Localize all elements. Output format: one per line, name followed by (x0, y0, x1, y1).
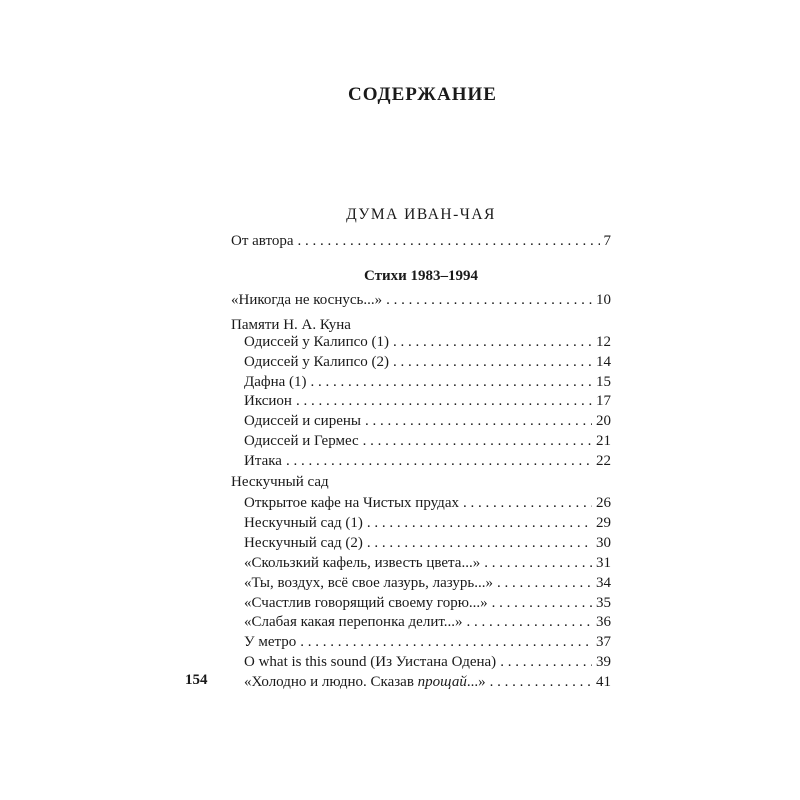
toc-entry-page: 21 (596, 433, 611, 449)
toc-entry-label: «Никогда не коснусь...» (231, 292, 383, 308)
toc-entry (244, 411, 611, 431)
toc-entry (244, 493, 611, 513)
toc-entry-label (244, 672, 486, 692)
toc-entry (244, 612, 611, 632)
toc-entry (244, 533, 611, 553)
toc-entry-page: 20 (596, 413, 611, 429)
toc-entry-page: 30 (596, 535, 611, 551)
dot-leader (393, 332, 592, 352)
dot-leader (490, 672, 592, 692)
dot-leader (484, 553, 592, 573)
dot-leader (367, 513, 592, 533)
toc-entry (244, 372, 611, 392)
toc-group-kun: Памяти Н. А. Куна (231, 317, 351, 333)
toc-entry-label: У метро (244, 634, 297, 650)
dot-leader (296, 391, 592, 411)
toc-entry-page: 39 (596, 654, 611, 670)
dot-leader (386, 290, 592, 310)
dot-leader (367, 533, 592, 553)
toc-entry-label: Одиссей у Калипсо (2) (244, 354, 390, 370)
toc-entry-label: Одиссей и Гермес (244, 433, 359, 449)
toc-entry-page: 29 (596, 515, 611, 531)
toc-entry-label: Открытое кафе на Чистых прудах (244, 495, 459, 511)
subsection-heading: Стихи 1983–1994 (363, 268, 479, 284)
dot-leader (393, 352, 592, 372)
page-title: СОДЕРЖАНИЕ (348, 84, 497, 105)
toc-entry-page: 35 (596, 595, 611, 611)
toc-entry (244, 451, 611, 471)
toc-entry-page: 12 (596, 334, 611, 350)
toc-entry-page: 41 (596, 674, 611, 690)
toc-entry-page: 34 (596, 575, 611, 591)
toc-entry-page: 37 (596, 634, 611, 650)
toc-entry (244, 593, 611, 613)
label-italic: прощай (417, 674, 467, 690)
dot-leader (363, 431, 592, 451)
dot-leader (365, 411, 592, 431)
toc-entry-page: 22 (596, 453, 611, 469)
dot-leader (463, 493, 592, 513)
section-heading: ДУМА ИВАН-ЧАЯ (346, 206, 496, 223)
toc-entry-page: 26 (596, 495, 611, 511)
toc-entry-label: «Слабая какая перепонка делит...» (244, 614, 463, 630)
toc-entry (244, 391, 611, 411)
dot-leader (467, 612, 592, 632)
toc-entry-label: «Скользкий кафель, известь цвета...» (244, 555, 481, 571)
toc-entry-page: 10 (596, 292, 611, 308)
toc-entry-label: Итака (244, 453, 282, 469)
dot-leader (300, 632, 592, 652)
toc-group-sad: Нескучный сад (231, 474, 329, 490)
dot-leader (497, 573, 592, 593)
dot-leader (298, 231, 600, 251)
label-part: ...» (466, 674, 486, 690)
label-part: «Холодно и людно. Сказав (244, 674, 418, 690)
toc-entry-page: 31 (596, 555, 611, 571)
toc-entry-page: 15 (596, 374, 611, 390)
toc-entry-page: 7 (603, 233, 611, 249)
page-number: 154 (185, 672, 208, 688)
toc-entry-page: 14 (596, 354, 611, 370)
toc-entry-page: 36 (596, 614, 611, 630)
toc-entry (244, 553, 611, 573)
toc-entry (244, 352, 611, 372)
toc-entry (244, 652, 611, 672)
toc-entry-label: Нескучный сад (2) (244, 535, 363, 551)
toc-entry-label: От автора (231, 233, 294, 249)
toc-entry-label: Нескучный сад (1) (244, 515, 363, 531)
toc-entry-label: Одиссей и сирены (244, 413, 361, 429)
toc-entry-label: O what is this sound (Из Уистана Одена) (244, 654, 497, 670)
toc-entry (244, 513, 611, 533)
toc-entry (244, 632, 611, 652)
dot-leader (492, 593, 592, 613)
toc-entry-label: Иксион (244, 393, 292, 409)
toc-entry (244, 431, 611, 451)
toc-entry-preface (231, 231, 611, 251)
toc-entry-label: «Ты, воздух, всё свое лазурь, лазурь...» (244, 575, 493, 591)
toc-entry-nikogda (231, 290, 611, 310)
toc-entry-label: Одиссей у Калипсо (1) (244, 334, 390, 350)
toc-entry (244, 573, 611, 593)
dot-leader (500, 652, 592, 672)
toc-entry-label: «Счастлив говорящий своему горю...» (244, 595, 488, 611)
toc-entry (244, 332, 611, 352)
toc-entry-label: Дафна (1) (244, 374, 307, 390)
dot-leader (286, 451, 592, 471)
dot-leader (311, 372, 592, 392)
toc-entry-page: 17 (596, 393, 611, 409)
toc-entry-last (244, 672, 611, 692)
